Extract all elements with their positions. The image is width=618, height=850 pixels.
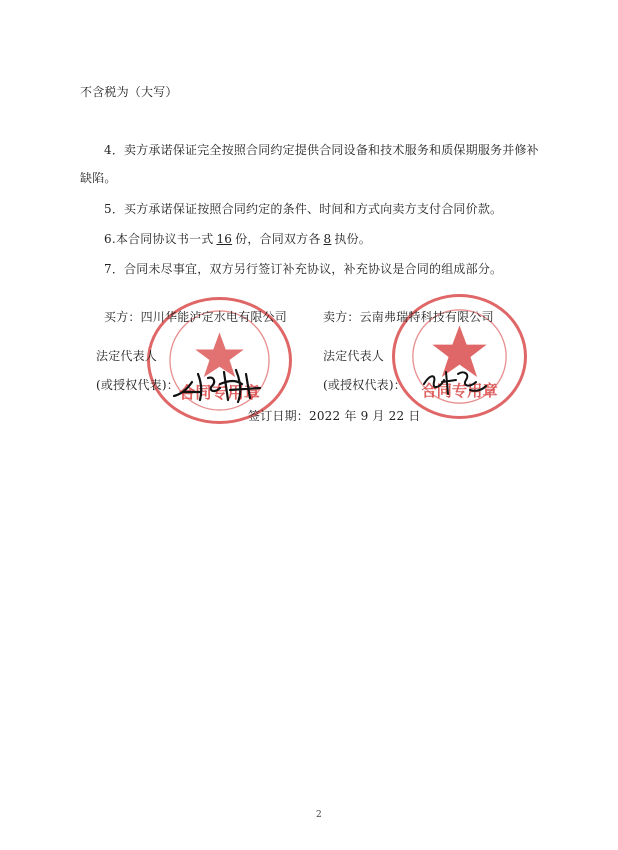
clause-4-line-1: 4．卖方承诺保证完全按照合同约定提供合同设备和技术服务和质保期服务并修补 (104, 143, 539, 157)
clause-6-mid: 份，合同双方各 (235, 232, 321, 246)
seller-legal-representative-label: 法定代表人 (323, 349, 385, 363)
seller-authorized-representative-label: (或授权代表)： (323, 378, 406, 392)
clause-6-each: 8 (323, 232, 332, 246)
clause-6-suffix: 执份。 (334, 232, 371, 246)
signing-date: 签订日期：2022 年 9 月 22 日 (248, 409, 421, 423)
clause-7: 7．合同未尽事宜，双方另行签订补充协议，补充协议是合同的组成部分。 (104, 262, 503, 276)
clause-5: 5．买方承诺保证按照合同约定的条件、时间和方式向卖方支付合同价款。 (104, 202, 503, 216)
buyer-legal-representative-label: 法定代表人 (96, 349, 158, 363)
clause-6-copies: 16 (216, 232, 233, 246)
buyer-authorized-representative-label: (或授权代表)： (96, 378, 179, 392)
buyer-handwritten-signature (170, 362, 270, 404)
page-number: 2 (316, 810, 322, 820)
svg-text:合同专用章: 合同专用章 (179, 383, 260, 403)
seller-handwritten-signature (420, 364, 490, 398)
clause-6 (104, 231, 371, 247)
clause-6-prefix: 6.本合同协议书一式 (104, 232, 214, 246)
tax-exclusive-label: 不含税为（大写） (80, 85, 178, 99)
clause-4-line-2: 缺陷。 (80, 171, 117, 185)
buyer-name: 买方：四川华能泸定水电有限公司 (104, 310, 288, 324)
svg-text:合同专用章: 合同专用章 (421, 382, 498, 401)
seller-name: 卖方：云南弗瑞特科技有限公司 (323, 310, 494, 324)
